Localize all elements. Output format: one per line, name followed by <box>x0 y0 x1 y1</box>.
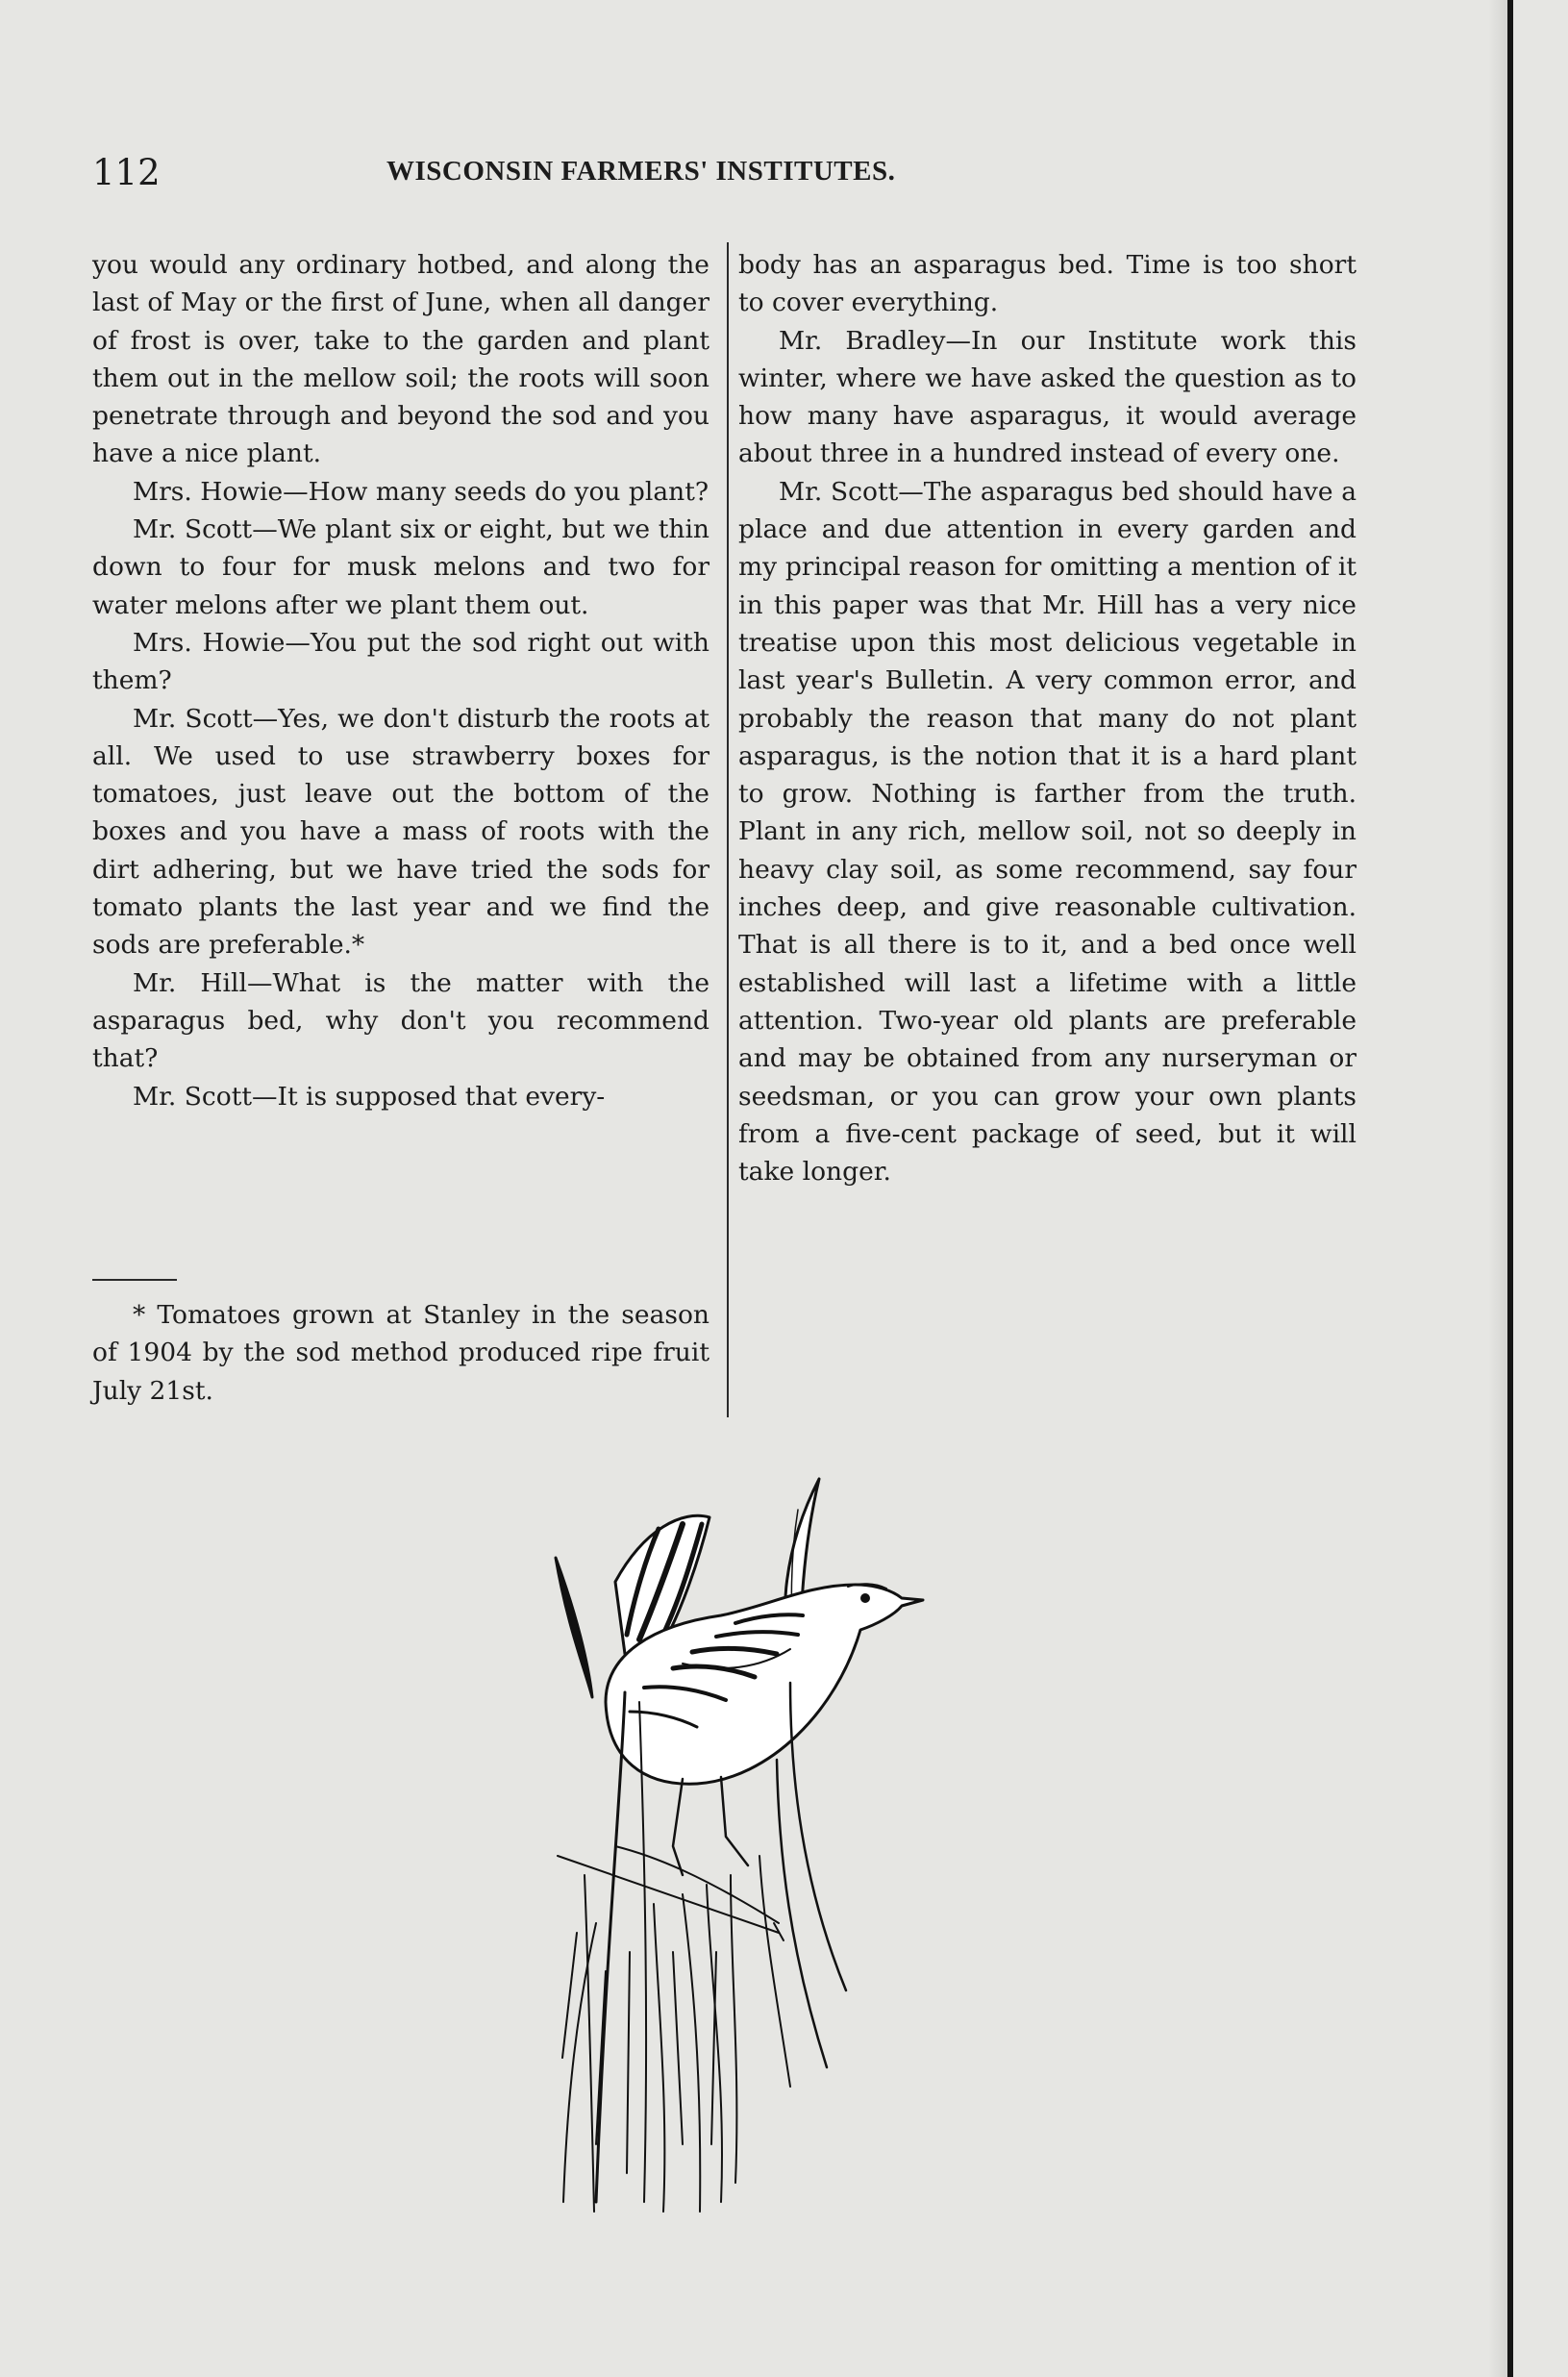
paragraph: Mr. Scott—We plant six or eight, but we thin down to four for musk melons and two for water melons after we plant them out. <box>92 514 709 620</box>
paragraph: Mr. Scott—It is supposed that every- <box>133 1081 606 1112</box>
page-edge-shadow <box>1488 0 1507 2377</box>
footnote: * Tomatoes grown at Stanley in the season of 1904 by the sod method produced ripe fruit July 21st. <box>92 1300 709 1406</box>
paragraph: Mrs. Howie—You put the sod right out with them? <box>92 627 709 696</box>
wren-on-reeds-illustration <box>538 1471 942 2221</box>
page-number: 112 <box>92 152 161 193</box>
running-head <box>92 152 1063 200</box>
binding-edge <box>1507 0 1513 2377</box>
right-column <box>738 246 1356 1190</box>
paragraph: Mr. Hill—What is the matter with the asparagus bed, why don't you recommend that? <box>92 967 709 1074</box>
paragraph: Mrs. Howie—How many seeds do you plant? <box>133 476 709 507</box>
left-column <box>92 246 709 1115</box>
paragraph: Mr. Scott—Yes, we don't disturb the roots at all. We used to use strawberry boxes for tomatoes, just leave out the bottom of the boxes and you have a mass of roots with the dirt adhering, but we have tried the sods for tomato plants the last year and we find the sods are preferable.* <box>92 703 709 961</box>
paragraph: Mr. Scott—The asparagus bed should have a place and due attention in every garden and my principal reason for omitting a mention of it in this paper was that Mr. Hill has a very nice treatise upon this most delicious vegetable in last year's Bulletin. A very common error, and probably the reason that many do not plant asparagus, is the notion that it is a hard plant to grow. Nothing is farther from the truth. Plant in any rich, mellow soil, not so deeply in heavy clay soil, as some recommend, say four inches deep, and give reasonable cultivation. That is all there is to it, and a bed once well established will last a lifetime with a little attention. Two-year old plants are preferable and may be obtained from any nurseryman or seedsman, or you can grow your own plants from a five-cent package of seed, but it will take longer. <box>738 476 1356 1188</box>
paragraph: Mr. Bradley—In our Institute work this winter, where we have asked the question as to how many have asparagus, it would average about three in a hundred instead of every one. <box>738 325 1356 469</box>
column-divider <box>727 242 729 1417</box>
footnote-rule <box>92 1279 177 1281</box>
running-title: WISCONSIN FARMERS' INSTITUTES. <box>386 156 896 187</box>
paragraph: you would any ordinary hotbed, and along the last of May or the first of June, when all danger of frost is over, take to the garden and plant them out in the mellow soil; the roots will soon penetrate through and beyond the sod and you have a nice plant. <box>92 250 709 469</box>
paragraph: body has an asparagus bed. Time is too short to cover everything. <box>738 250 1356 318</box>
